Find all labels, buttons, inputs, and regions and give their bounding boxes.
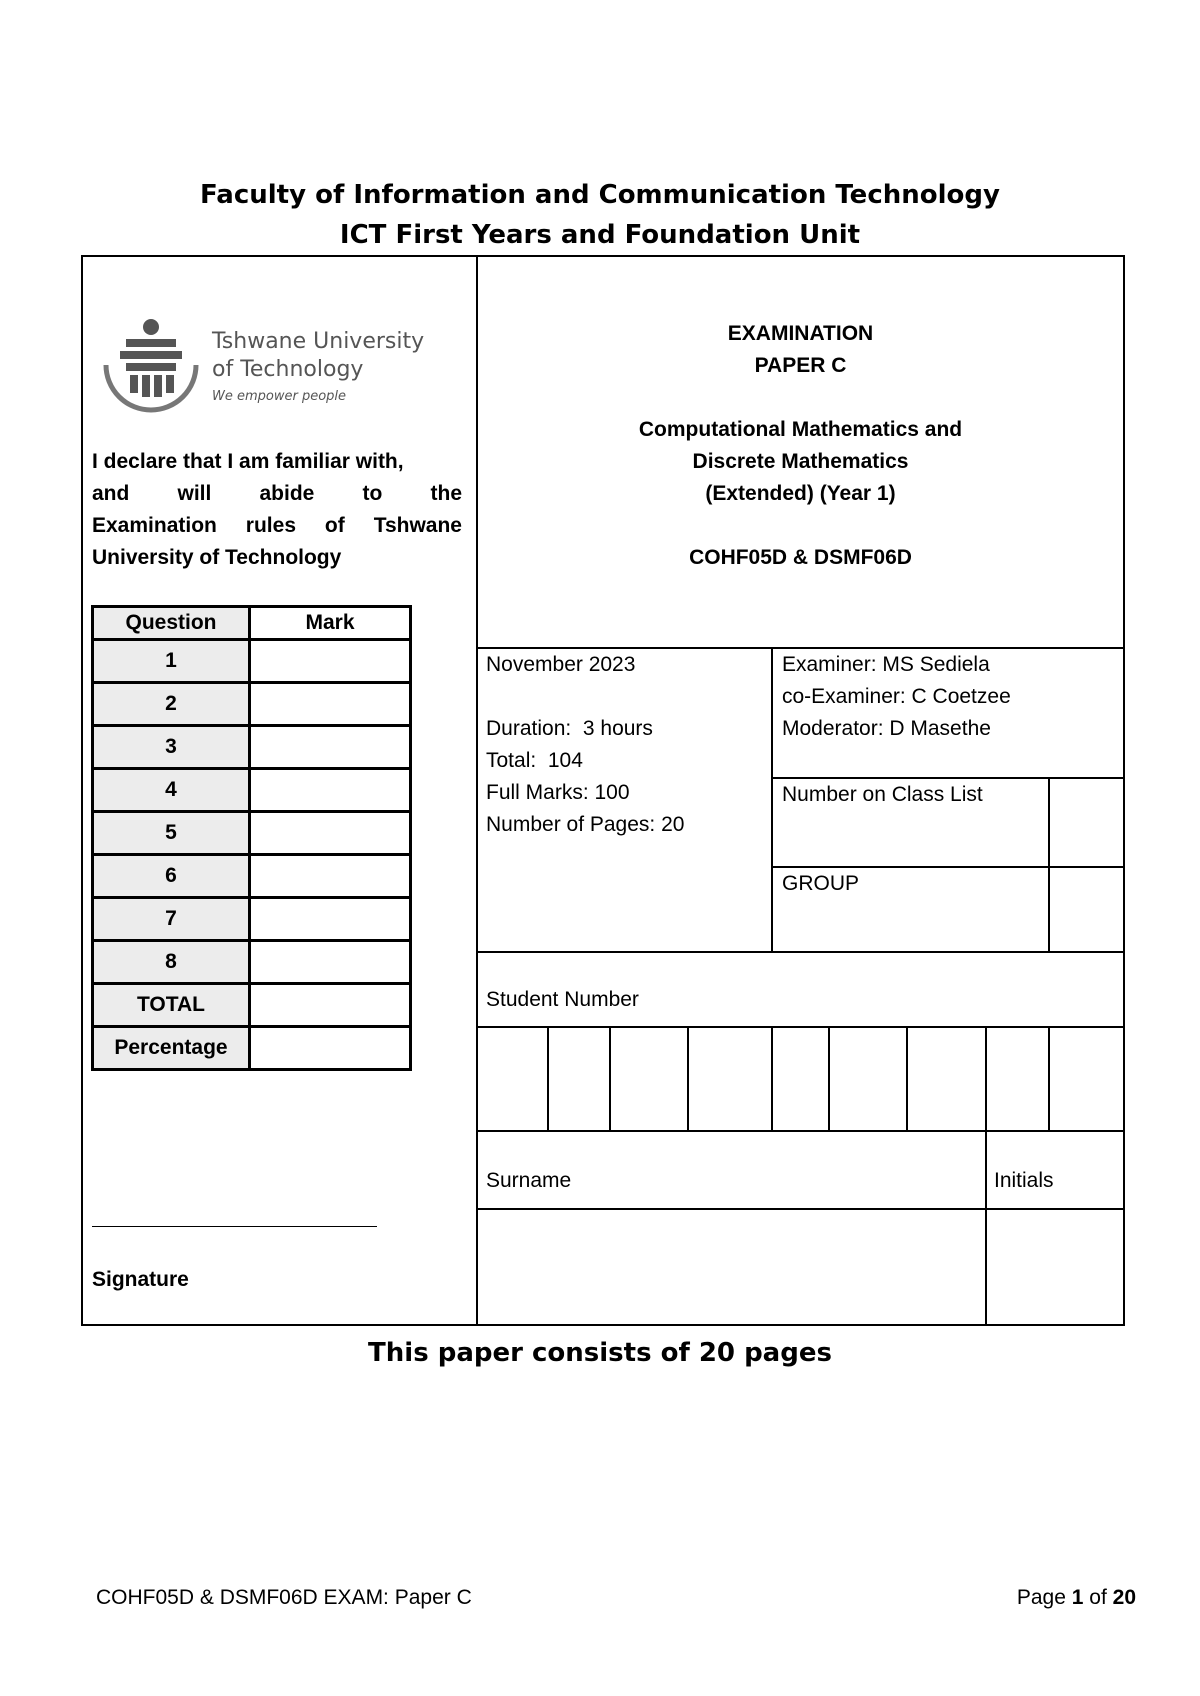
table-row <box>93 984 411 1027</box>
student-number-cell[interactable] <box>687 1026 689 1130</box>
class-list-label: Number on Class List <box>782 783 983 806</box>
exam-line-1: EXAMINATION <box>727 322 874 345</box>
subject-line-3: (Extended) (Year 1) <box>705 482 896 505</box>
declaration-line-1: I declare that I am familiar with, <box>92 450 404 473</box>
divider <box>476 1130 1125 1132</box>
exam-full-marks: Full Marks: 100 <box>486 781 630 804</box>
unit-title: ICT First Years and Foundation Unit <box>339 220 861 250</box>
co-examiner: co-Examiner: C Coetzee <box>782 685 1011 708</box>
question-label: 4 <box>93 769 250 812</box>
table-row <box>93 812 411 855</box>
page-current: 1 <box>1071 1586 1084 1609</box>
table-row <box>93 941 411 984</box>
subject-line-2: Discrete Mathematics <box>692 450 909 473</box>
question-label: 6 <box>93 855 250 898</box>
percentage-label: Percentage <box>93 1027 250 1070</box>
mark-cell[interactable] <box>250 683 411 726</box>
declaration-line-2 <box>92 478 462 510</box>
mark-cell[interactable] <box>250 898 411 941</box>
declaration-word: the <box>430 482 462 505</box>
total-mark-cell[interactable] <box>250 984 411 1027</box>
declaration-line-4: University of Technology <box>92 546 342 569</box>
divider <box>476 1026 1125 1028</box>
examiners-block <box>782 649 1122 745</box>
percentage-cell[interactable] <box>250 1027 411 1070</box>
logo-name-line2: of Technology <box>212 357 364 382</box>
exam-date: November 2023 <box>486 653 636 676</box>
spacer <box>486 681 766 713</box>
subject-line-1: Computational Mathematics and <box>638 418 963 441</box>
page-total: 20 <box>1112 1586 1136 1609</box>
logo-tagline: We empower people <box>212 389 347 404</box>
mark-cell[interactable] <box>250 812 411 855</box>
mark-cell[interactable] <box>250 640 411 683</box>
exam-title <box>478 318 1123 574</box>
spacer <box>478 510 1123 542</box>
declaration-line-3: Examination rules of Tshwane <box>92 514 462 537</box>
exam-line-2: PAPER C <box>754 354 847 377</box>
total-label: TOTAL <box>93 984 250 1027</box>
tut-crest-icon <box>96 305 206 415</box>
page-count-note: This paper consists of 20 pages <box>368 1338 832 1368</box>
course-codes: COHF05D & DSMF06D <box>689 546 912 569</box>
exam-pages: Number of Pages: 20 <box>486 813 685 836</box>
mark-cell[interactable] <box>250 941 411 984</box>
question-label: 1 <box>93 640 250 683</box>
table-row <box>93 898 411 941</box>
mark-table-header <box>93 607 411 640</box>
group-input[interactable] <box>1050 868 1123 951</box>
exam-duration: Duration: 3 hours <box>486 717 653 740</box>
table-row <box>93 855 411 898</box>
footer-left: COHF05D & DSMF06D EXAM: Paper C <box>96 1586 472 1609</box>
surname-label: Surname <box>486 1169 572 1192</box>
exam-total: Total: 104 <box>486 749 583 772</box>
student-number-cell[interactable] <box>1048 1026 1050 1130</box>
declaration-word: will <box>177 482 212 505</box>
table-row <box>93 1027 411 1070</box>
university-logo <box>96 305 426 415</box>
initials-label: Initials <box>994 1169 1054 1192</box>
divider <box>476 951 1125 953</box>
signature-label: Signature <box>92 1268 189 1291</box>
moderator: Moderator: D Masethe <box>782 717 991 740</box>
question-label: 7 <box>93 898 250 941</box>
class-list-input[interactable] <box>1050 779 1123 866</box>
declaration-word: abide <box>259 482 315 505</box>
table-row <box>93 769 411 812</box>
table-row <box>93 726 411 769</box>
spacer <box>478 382 1123 414</box>
examiner: Examiner: MS Sediela <box>782 653 990 676</box>
mark-cell[interactable] <box>250 726 411 769</box>
question-label: 3 <box>93 726 250 769</box>
student-number-cell[interactable] <box>771 1026 773 1130</box>
declaration-word: and <box>92 482 130 505</box>
student-number-label: Student Number <box>486 988 639 1011</box>
question-header: Question <box>93 607 250 640</box>
declaration-word: to <box>362 482 383 505</box>
group-label: GROUP <box>782 872 860 895</box>
mark-table <box>91 605 412 1071</box>
logo-name-line1: Tshwane University <box>212 329 425 354</box>
exam-details <box>486 649 766 841</box>
surname-input[interactable] <box>478 1210 984 1324</box>
table-row <box>93 640 411 683</box>
table-row <box>93 683 411 726</box>
mark-cell[interactable] <box>250 769 411 812</box>
mark-header: Mark <box>250 607 411 640</box>
initials-input[interactable] <box>987 1210 1123 1324</box>
question-label: 2 <box>93 683 250 726</box>
question-label: 8 <box>93 941 250 984</box>
divider <box>771 647 773 952</box>
student-number-cell[interactable] <box>547 1026 549 1130</box>
footer-page <box>1017 1586 1136 1610</box>
page-of: of <box>1083 1586 1113 1609</box>
mark-cell[interactable] <box>250 855 411 898</box>
signature-line[interactable] <box>92 1226 377 1227</box>
page-prefix: Page <box>1016 1586 1072 1609</box>
student-number-cell[interactable] <box>609 1026 611 1130</box>
question-label: 5 <box>93 812 250 855</box>
student-number-cell[interactable] <box>828 1026 830 1130</box>
faculty-title: Faculty of Information and Communication Technology <box>200 180 1000 210</box>
declaration-text <box>92 446 462 574</box>
student-number-cell[interactable] <box>906 1026 908 1130</box>
student-number-cell[interactable] <box>985 1026 987 1130</box>
